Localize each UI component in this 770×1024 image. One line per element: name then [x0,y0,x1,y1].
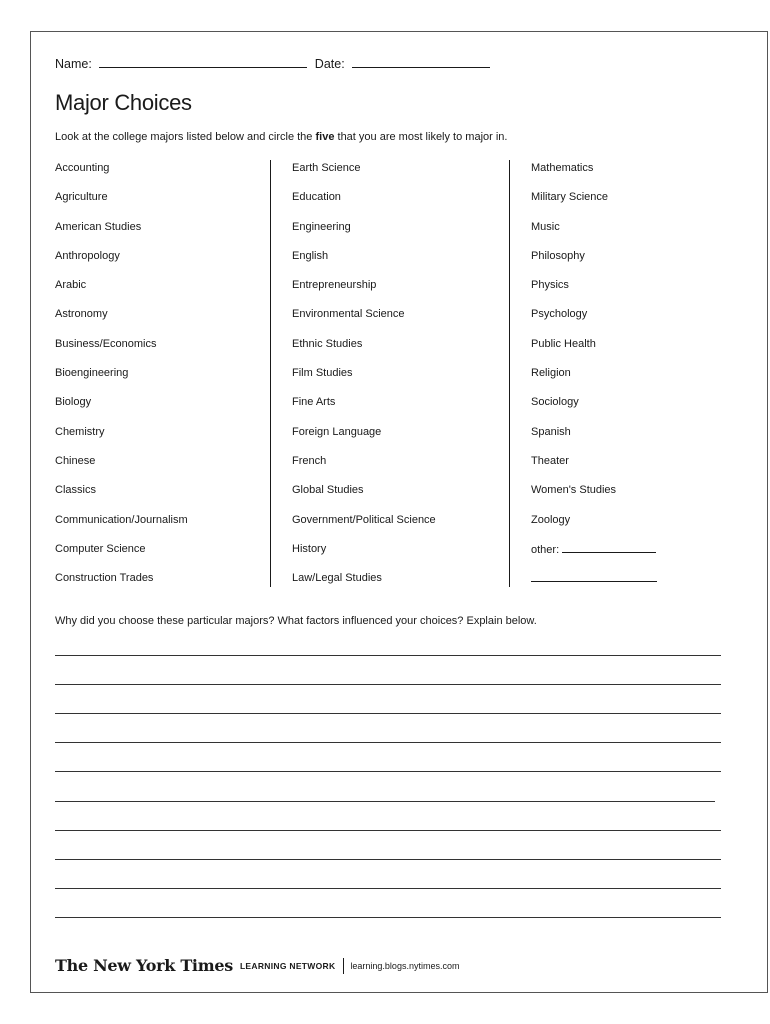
explain-question: Why did you choose these particular majors? What factors influenced your choices? Explain below. [55,615,537,627]
writing-line[interactable] [55,742,721,743]
date-blank[interactable] [352,57,490,68]
major-item[interactable]: Military Science [531,191,609,204]
column-divider [270,160,271,587]
date-label: Date: [314,57,345,71]
major-item[interactable]: Earth Science [292,162,361,174]
writing-line[interactable] [55,888,721,889]
major-item[interactable]: Environmental Science [292,308,405,321]
major-item[interactable]: Astronomy [55,308,108,321]
major-item[interactable]: Biology [55,396,92,409]
column-divider [509,160,510,587]
name-date-row [55,57,490,71]
other-blank[interactable] [562,541,656,553]
major-item[interactable]: Theater [531,454,569,467]
instructions [55,131,507,143]
instructions-after: that you are most likely to major in. [334,131,508,143]
instructions-before: Look at the college majors listed below and circle the [55,131,316,143]
major-item[interactable]: Law/Legal Studies [292,572,382,585]
major-item[interactable]: American Studies [55,220,142,233]
major-item[interactable]: Physics [531,279,569,292]
major-item[interactable]: Psychology [531,308,588,321]
major-item[interactable]: Spanish [531,425,571,438]
major-item[interactable]: Accounting [55,162,110,174]
major-item[interactable]: Mathematics [531,162,594,174]
major-item[interactable]: Zoology [531,513,571,526]
major-item[interactable]: Agriculture [55,191,108,204]
major-item[interactable]: Ethnic Studies [292,337,363,350]
majors-column-2 [292,160,436,599]
major-item[interactable]: Arabic [55,279,87,292]
major-item[interactable]: Foreign Language [292,425,382,438]
major-item[interactable]: Anthropology [55,249,120,262]
writing-line[interactable] [55,859,721,860]
major-item[interactable]: Film Studies [292,367,353,380]
writing-line[interactable] [55,917,721,918]
major-item[interactable]: Fine Arts [292,396,336,409]
instructions-emphasis: five [315,131,335,143]
writing-line[interactable] [55,801,715,802]
major-item[interactable]: Chemistry [55,425,105,438]
major-item[interactable]: Classics [55,484,96,497]
major-item[interactable]: Government/Political Science [292,513,436,526]
major-item[interactable]: Global Studies [292,484,364,497]
footer [55,956,459,975]
major-item[interactable]: Music [531,220,560,233]
nyt-logo: The New York Times [55,956,233,975]
major-item[interactable]: Chinese [55,454,96,467]
major-item[interactable]: Bioengineering [55,367,129,380]
major-item[interactable]: Construction Trades [55,572,154,585]
writing-line[interactable] [55,655,721,656]
major-item[interactable]: Sociology [531,396,579,409]
major-item[interactable]: Business/Economics [55,337,157,350]
learning-network-label: LEARNING NETWORK [239,960,336,971]
name-blank[interactable] [99,57,307,68]
major-item[interactable]: Women's Studies [531,484,617,497]
major-item[interactable]: Education [292,191,341,204]
major-item[interactable]: History [292,542,327,555]
major-item[interactable]: French [292,454,327,467]
footer-divider [343,958,344,974]
writing-line[interactable] [55,713,721,714]
major-item[interactable]: Computer Science [55,542,146,555]
major-item[interactable]: Religion [531,367,571,380]
major-item[interactable]: Public Health [531,337,596,350]
majors-column-1 [55,160,188,599]
page-title: Major Choices [55,90,192,115]
major-item[interactable]: Entrepreneurship [292,279,377,292]
writing-line[interactable] [55,684,721,685]
major-item[interactable]: Engineering [292,220,351,233]
name-label: Name: [55,57,92,71]
major-item[interactable]: Philosophy [531,249,585,262]
writing-line[interactable] [55,771,721,772]
major-item[interactable]: Communication/Journalism [55,513,188,526]
writing-line[interactable] [55,830,721,831]
other-label: other: [531,543,560,556]
major-item[interactable]: English [292,249,329,262]
majors-column-3 [531,160,657,599]
other-blank-2[interactable] [531,570,657,582]
footer-url[interactable]: learning.blogs.nytimes.com [350,960,460,971]
other-major-item[interactable] [531,541,657,570]
other-major-item-2[interactable] [531,570,657,599]
